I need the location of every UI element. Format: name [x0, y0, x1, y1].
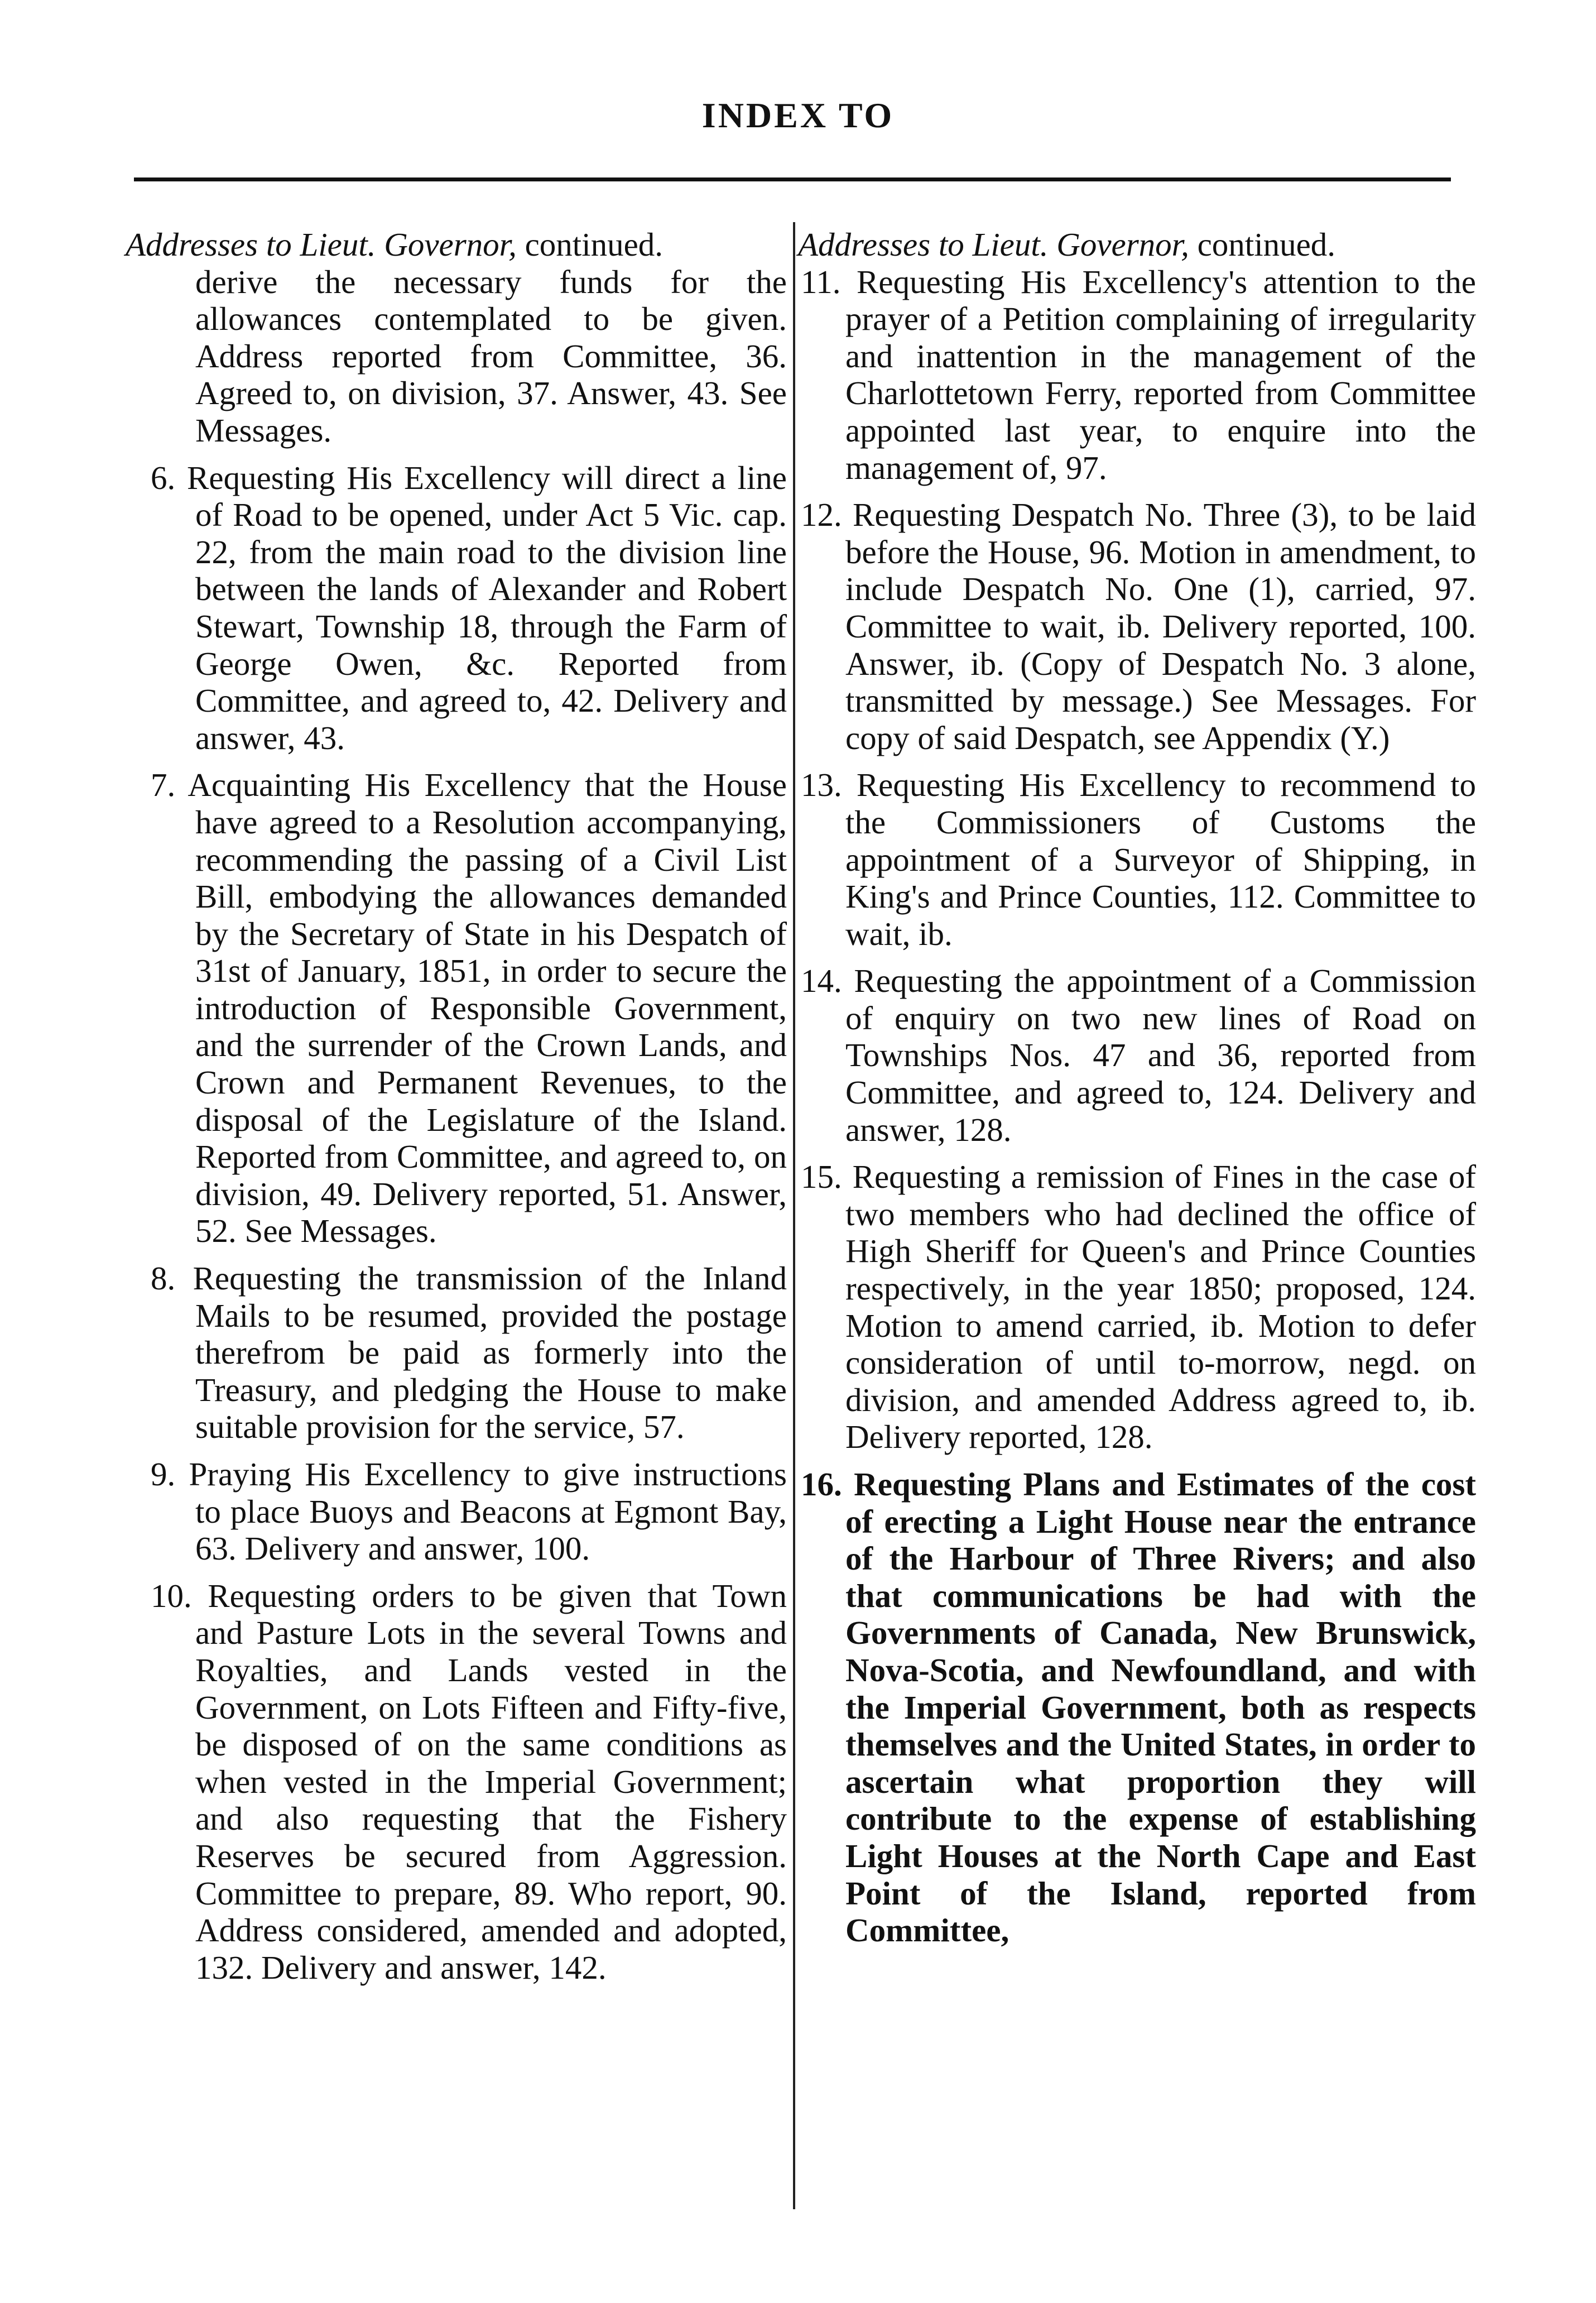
right-column-heading: [798, 226, 1476, 263]
index-entry-9: 9. Praying His Excellency to give instructions to place Buoys and Beacons at Egmont Bay, 63. Delivery and answer, 100.: [151, 1456, 787, 1567]
index-entry-11: 11. Requesting His Excellency's attention to the prayer of a Petition complaining of irregularity and inattention in the management of the Charlottetown Ferry, reported from Committee appointed last year, to enquire into the management of, 97.: [801, 263, 1476, 486]
left-heading-italic: Addresses to Lieut. Governor,: [126, 226, 517, 263]
right-column: [798, 226, 1476, 1959]
left-column: [126, 226, 787, 1996]
index-entry-14: 14. Requesting the appointment of a Commission of enquiry on two new lines of Road on Townships Nos. 47 and 36, reported from Committee, and agreed to, 124. Delivery and answer, 128.: [801, 962, 1476, 1148]
index-entry-6: 6. Requesting His Excellency will direct a line of Road to be opened, under Act 5 Vic. cap. 22, from the main road to the division line between the lands of Alexander and Robert Stewart, Township 18, through the Farm of George Owen, &c. Reported from Committee, and agreed to, 42. Delivery and answer, 43.: [151, 459, 787, 756]
index-entry-13: 13. Requesting His Excellency to recommend to the Commissioners of Customs the appointment of a Surveyor of Shipping, in King's and Prince Counties, 112. Committee to wait, ib.: [801, 766, 1476, 952]
index-entry-8: 8. Requesting the transmission of the Inland Mails to be resumed, provided the postage therefrom be paid as formerly into the Treasury, and pledging the House to make suitable provision for the service, 57.: [151, 1260, 787, 1446]
index-entry-16: 16. Requesting Plans and Estimates of the cost of erecting a Light House near the entrance of the Harbour of Three Rivers; and also that communications be had with the Governments of Canada, New Brunswick, Nova-Scotia, and Newfoundland, and with the Imperial Government, both as respects themselves and the United States, in order to ascertain what proportion they will contribute to the expense of establishing Light Houses at the North Cape and East Point of the Island, reported from Committee,: [801, 1466, 1476, 1949]
continuation-text: derive the necessary funds for the allowances contemplated to be given. Address reported from Committee, 36. Agreed to, on division, 37. Answer, 43. See Messages.: [195, 263, 787, 449]
header-rule: [134, 177, 1451, 181]
index-entry-12: 12. Requesting Despatch No. Three (3), to be laid before the House, 96. Motion in amendment, to include Despatch No. One (1), carried, 97. Committee to wait, ib. Delivery reported, 100. Answer, ib. (Copy of Despatch No. 3 alone, transmitted by message.) See Messages. For copy of said Despatch, see Appendix (Y.): [801, 496, 1476, 756]
index-entry-10: 10. Requesting orders to be given that Town and Pasture Lots in the several Towns and Royalties, and Lands vested in the Government, on Lots Fifteen and Fifty-five, be disposed of on the same conditions as when vested in the Imperial Government; and also requesting that the Fishery Reserves be secured from Aggression. Committee to prepare, 89. Who report, 90. Address considered, amended and adopted, 132. Delivery and answer, 142.: [151, 1577, 787, 1986]
left-column-heading: [126, 226, 787, 263]
index-entry-15: 15. Requesting a remission of Fines in the case of two members who had declined the office of High Sheriff for Queen's and Prince Counties respectively, in the year 1850; proposed, 124. Motion to amend carried, ib. Motion to defer consideration of until to-morrow, negd. on division, and amended Address agreed to, ib. Delivery reported, 128.: [801, 1158, 1476, 1456]
left-heading-rest: continued.: [516, 226, 664, 263]
column-divider: [793, 222, 795, 2209]
right-heading-rest: continued.: [1189, 226, 1336, 263]
right-heading-italic: Addresses to Lieut. Governor,: [798, 226, 1189, 263]
index-entry-7: 7. Acquainting His Excellency that the House have agreed to a Resolution accompanying, recommending the passing of a Civil List Bill, embodying the allowances demanded by the Secretary of State in his Despatch of 31st of January, 1851, in order to secure the introduction of Responsible Government, and the surrender of the Crown Lands, and Crown and Permanent Revenues, to the disposal of the Legislature of the Island. Reported from Committee, and agreed to, on division, 49. Delivery reported, 51. Answer, 52. See Messages.: [151, 766, 787, 1250]
page-header: INDEX TO: [701, 95, 895, 135]
